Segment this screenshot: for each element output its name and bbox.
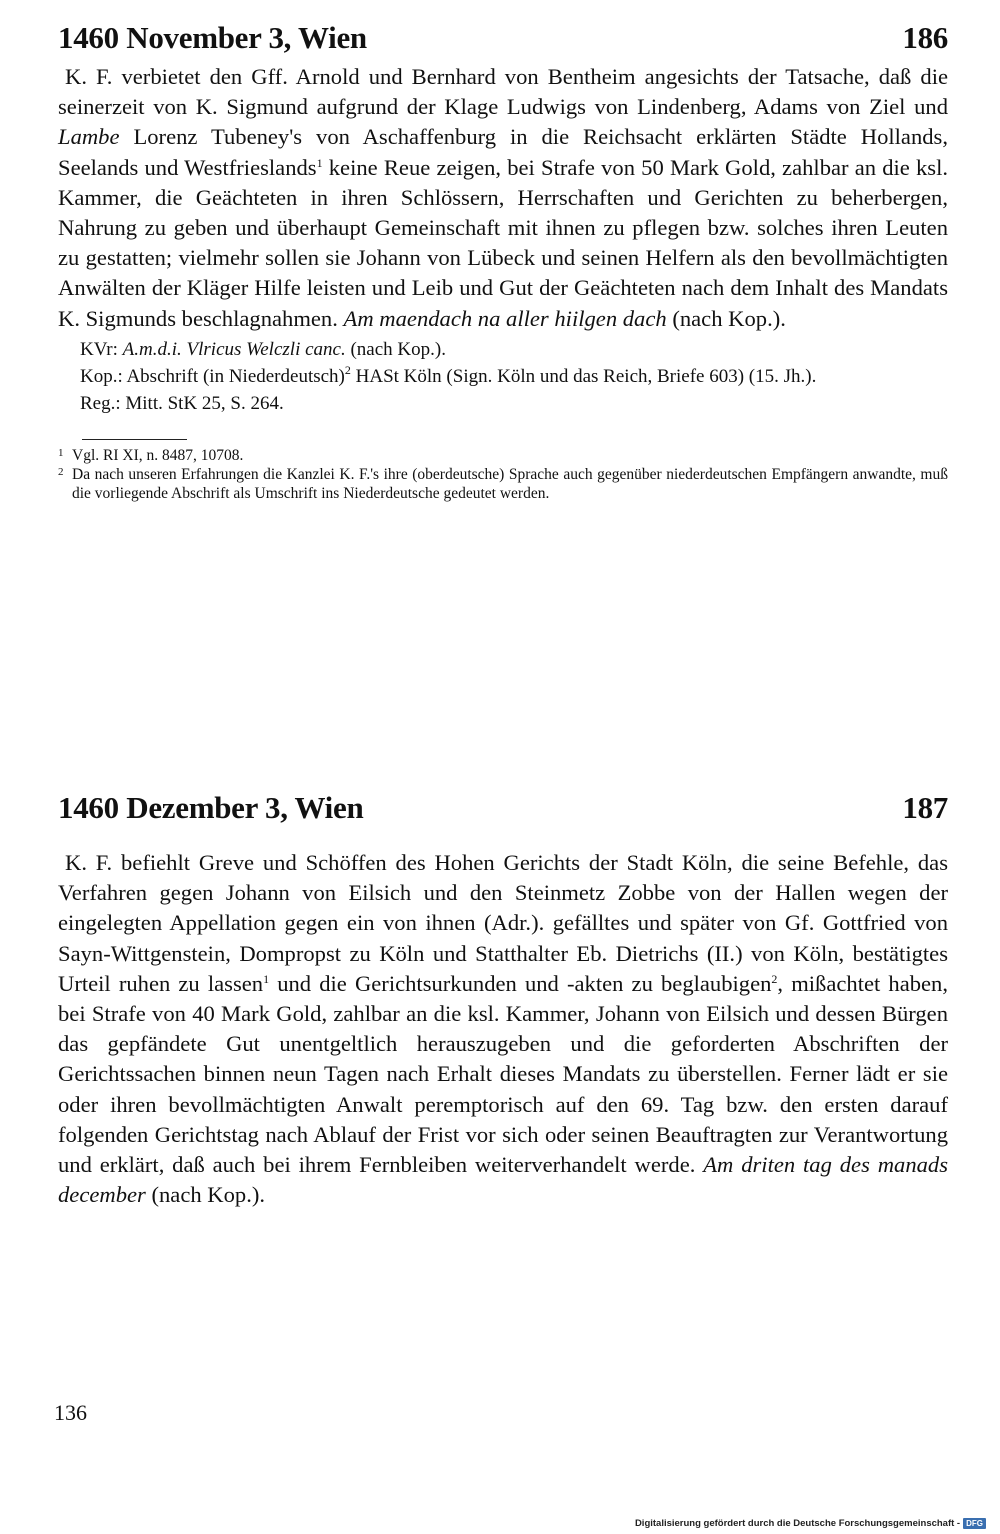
entry-187	[58, 790, 948, 1210]
footnote-text: Da nach unseren Erfahrungen die Kanzlei K. F.'s ihre (oberdeutsche) Sprache auch gegenüber niederdeutschen Empfängern anwandte, muß die vorliegende Abschrift als Umschrift ins Niederdeutsche gedeutet werden.	[72, 465, 948, 502]
footnote-ref: 2	[771, 971, 778, 986]
kopie-note: Kop.: Abschrift (in Niederdeutsch)$^2$ HASt Köln (Sign. Köln und das Reich, Briefe 603) (15. Jh.).	[80, 362, 817, 387]
footnote	[58, 446, 948, 465]
footnote-text: Vgl. RI XI, n. 8487, 10708.	[72, 446, 244, 464]
footnote-ref: 2	[344, 362, 351, 377]
footnote-ref: 1	[316, 155, 323, 170]
entry-header	[58, 790, 948, 826]
entry-date-place: 1460 Dezember 3, Wien	[58, 790, 364, 825]
entry-186	[58, 20, 948, 503]
regest-text: K. F. verbietet den Gff. Arnold und Bernhard von Bentheim angesichts der Tatsache, daß die seinerzeit von K. Sigmund aufgrund der Klage Ludwigs von Lindenberg, Adams von Ziel und Lambe Lorenz Tubeney's von Aschaffenburg in die Reichsacht erklärten Städte Hollands, Seelands und Westfrieslands$^1$ keine Reue zeigen, bei Strafe von 50 Mark Gold, zahlbar an die ksl. Kammer, die Geächteten in ihren Schlössern, Herrschaften und Gerichten zu beherbergen, Nahrung zu geben und überhaupt Gemeinschaft mit ihnen zu pflegen bzw. solches ihren Leuten zu gestatten; vielmehr sollen sie Johann von Lübeck und seinen Helfern als den bevollmächtigten Anwälten der Kläger Hilfe leisten und Leib und Gut der Geächteten nach dem Inhalt des Mandats K. Sigmunds beschlagnahmen. Am maendach na aller hiilgen dach (nach Kop.).	[58, 64, 948, 331]
footnote-mark: 1	[58, 446, 64, 459]
page-number: 136	[54, 1400, 87, 1425]
kanzleivermerk: KVr: A.m.d.i. Vlricus Welczli canc. (nach Kop.).	[80, 338, 446, 360]
entry-number: 186	[902, 20, 948, 55]
entry-header	[58, 20, 948, 56]
footnote-mark: 2	[58, 465, 64, 478]
entry-number: 187	[902, 790, 948, 825]
regest-text: K. F. befiehlt Greve und Schöffen des Hohen Gerichts der Stadt Köln, die seine Befehle, das Verfahren gegen Johann von Eilsich und den Steinmetz Zobbe von der Hallen wegen der eingelegten Appellation gegen ein von ihnen (Adr.). gefälltes und später von Gf. Gottfried von Sayn-Wittgenstein, Dompropst zu Köln und Statthalter Eb. Dietrichs (II.) von Köln, bestätigtes Urteil ruhen zu lassen$^1$ und die Gerichtsurkunden und -akten zu beglaubigen$^2$, mißachtet haben, bei Strafe von 40 Mark Gold, zahlbar an die ksl. Kammer, Johann von Eilsich und dessen Bürgen das gepfändete Gut unentgeltlich herauszugeben und die geforderten Abschriften der Gerichtssachen binnen neun Tagen nach Erhalt dieses Mandats zu überstellen. Ferner lädt er sie oder ihren bevollmächtigten Anwalt peremptorisch auf den 69. Tag bzw. den ersten darauf folgenden Gerichtstag nach Ablauf der Frist vor sich oder seinen Beauftragten zur Verantwortung und erklärt, daß auch bei ihrem Fernbleiben weiterverhandelt werde. Am driten tag des manads december (nach Kop.).	[58, 850, 949, 1208]
footnote-ref: 1	[263, 971, 270, 986]
footnote-divider	[82, 439, 187, 440]
entry-date-place: 1460 November 3, Wien	[58, 20, 367, 55]
footnote	[58, 465, 948, 503]
funding-credit	[635, 1518, 986, 1529]
dfg-logo-icon: DFG	[963, 1518, 986, 1529]
regest-reference: Reg.: Mitt. StK 25, S. 264.	[80, 392, 284, 414]
credit-text: Digitalisierung gefördert durch die Deutsche Forschungsgemeinschaft -	[634, 1518, 961, 1529]
italic-name: Lambe	[58, 124, 120, 150]
dating-quote: Am driten tag des manads december	[58, 1152, 949, 1208]
dating-quote: Am maendach na aller hiilgen dach	[343, 305, 667, 331]
